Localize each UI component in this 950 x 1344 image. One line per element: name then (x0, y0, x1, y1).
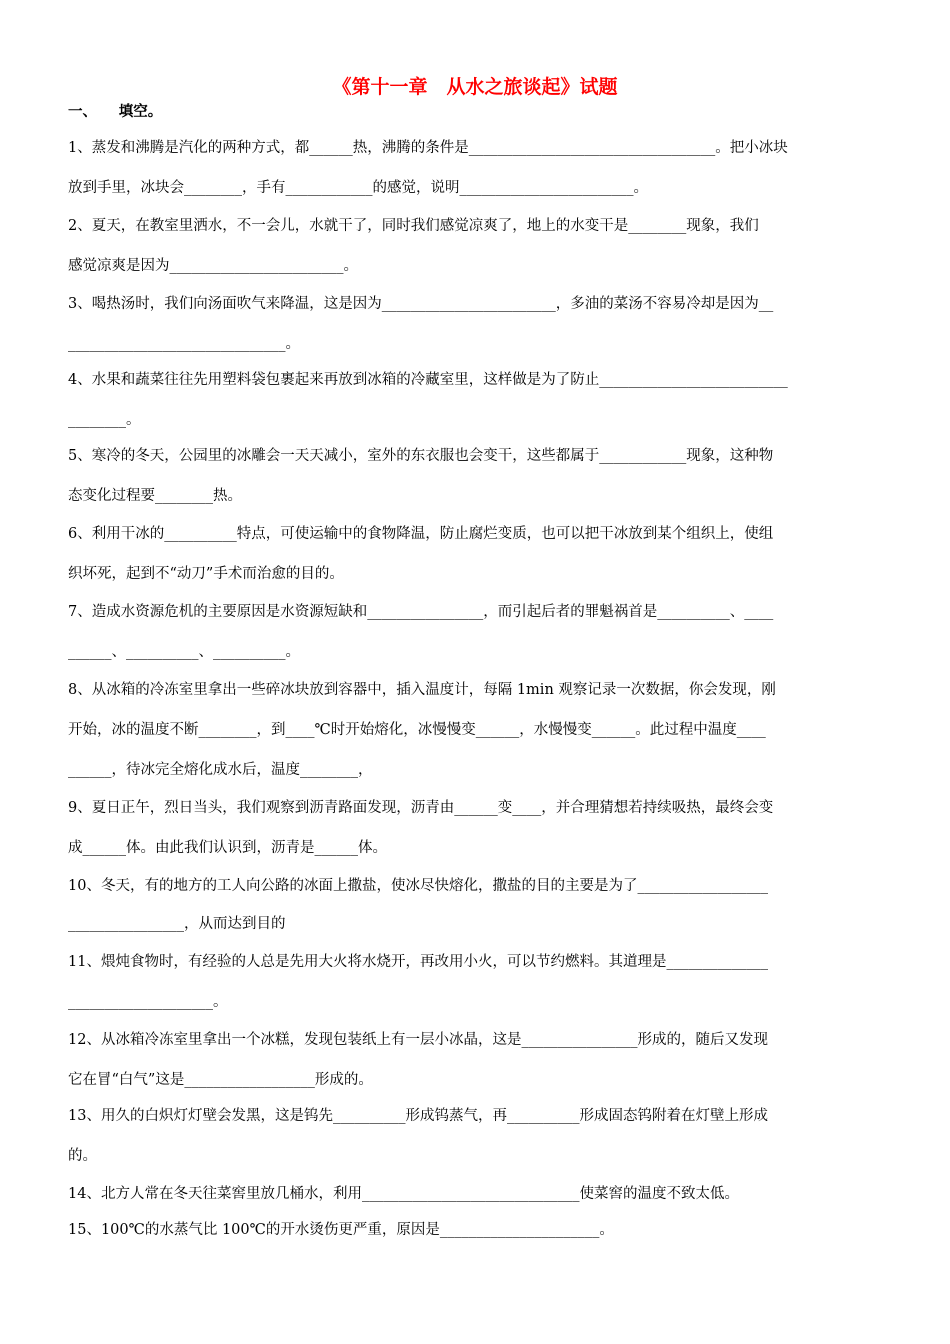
question-line: 9、夏日正午，烈日当头，我们观察到沥青路面发现，沥青由______变____，并合理猜想若持续吸热，最终会变 (68, 800, 774, 816)
question-line: 织坏死，起到不“动刀”手术而治愈的目的。 (68, 566, 344, 582)
question-line: 11、煨炖食物时，有经验的人总是先用大火将水烧开，再改用小火，可以节约燃料。其道理是______________ (68, 954, 768, 970)
question-line: 6、利用干冰的__________特点，可使运输中的食物降温，防止腐烂变质，也可以把干冰放到某个组织上，使组 (68, 526, 774, 542)
question-line: ______、__________、__________。 (68, 644, 300, 660)
question-line: 感觉凉爽是因为________________________。 (68, 258, 358, 274)
question-line: 15、100℃的水蒸气比 100℃的开水烫伤更严重，原因是______________________。 (68, 1222, 614, 1238)
question-line: 10、冬天，有的地方的工人向公路的冰面上撒盐，使冰尽快熔化，撒盐的目的主要是为了__________________ (68, 878, 768, 894)
section-heading: 一、 填空。 (68, 104, 163, 120)
question-line: ______，待冰完全熔化成水后，温度________， (68, 762, 373, 778)
question-line: 13、用久的白炽灯灯壁会发黑，这是钨先__________形成钨蒸气，再__________形成固态钨附着在灯壁上形成 (68, 1108, 768, 1124)
question-line: 态变化过程要________热。 (68, 488, 242, 504)
page-title: 《第十一章 从水之旅谈起》试题 (332, 76, 618, 98)
question-line: 的。 (68, 1148, 97, 1164)
question-line: 放到手里，冰块会________，手有____________的感觉，说明________________________。 (68, 180, 648, 196)
question-line: ____________________。 (68, 994, 228, 1010)
question-line: 5、寒冷的冬天，公园里的冰雕会一天天减小，室外的东衣服也会变干，这些都属于____________现象，这种物 (68, 448, 774, 464)
question-line: 12、从冰箱冷冻室里拿出一个冰糕，发现包装纸上有一层小冰晶，这是________________形成的，随后又发现 (68, 1032, 768, 1048)
question-line: 1、蒸发和沸腾是汽化的两种方式，都______热，沸腾的条件是__________________________________。把小冰块 (68, 140, 788, 156)
question-line: 8、从冰箱的冷冻室里拿出一些碎冰块放到容器中，插入温度计，每隔 1min 观察记录一次数据，你会发现，刚 (68, 682, 776, 698)
question-line: 它在冒“白气”这是__________________形成的。 (68, 1072, 373, 1088)
question-line: 14、北方人常在冬天往菜窖里放几桶水，利用______________________________使菜窖的温度不致太低。 (68, 1186, 739, 1202)
question-line: ________________，从而达到目的 (68, 916, 286, 932)
question-line: 成______体。由此我们认识到，沥青是______体。 (68, 840, 387, 856)
question-line: 7、造成水资源危机的主要原因是水资源短缺和________________，而引起后者的罪魁祸首是__________、____ (68, 604, 774, 620)
question-line: 4、水果和蔬菜往往先用塑料袋包裹起来再放到冰箱的冷藏室里，这样做是为了防止__________________________ (68, 372, 788, 388)
question-line: ________。 (68, 412, 141, 428)
question-line: 3、喝热汤时，我们向汤面吹气来降温，这是因为________________________，多油的菜汤不容易冷却是因为__ (68, 296, 774, 312)
question-line: ______________________________。 (68, 336, 300, 352)
question-line: 开始，冰的温度不断________，到____℃时开始熔化，冰慢慢变______，水慢慢变______。此过程中温度____ (68, 722, 766, 738)
question-line: 2、夏天，在教室里洒水，不一会儿，水就干了，同时我们感觉凉爽了，地上的水变干是________现象，我们 (68, 218, 759, 234)
